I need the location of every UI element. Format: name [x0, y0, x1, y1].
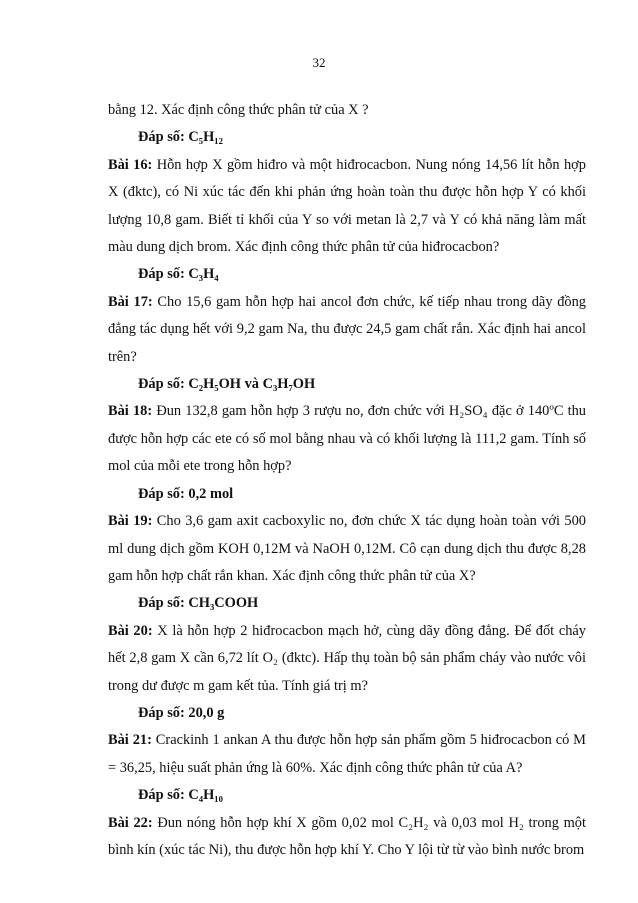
problem-label: Bài 22:	[108, 814, 153, 831]
page-content	[108, 97, 586, 864]
problem-text: Crackinh 1 ankan A thu được hỗn hợp sản phẩm gồm 5 hiđrocacbon có M = 36,25, hiệu suất phản ứng là 60%. Xác định công thức phân tử của A?	[108, 732, 586, 776]
problem-22	[108, 810, 586, 865]
page-number: 32	[312, 55, 326, 70]
problem-21	[108, 727, 586, 782]
problem-label: Bài 21:	[108, 732, 152, 749]
problem-answer	[108, 371, 586, 398]
answer-value: C₅H₁₂	[188, 129, 223, 146]
answer-label: Đáp số:	[138, 266, 189, 283]
answer-label: Đáp số:	[138, 787, 189, 804]
answer-label: Đáp số:	[138, 595, 189, 612]
problem-19	[108, 508, 586, 590]
problem-17	[108, 289, 586, 371]
answer-label: Đáp số:	[138, 704, 189, 721]
problem-label: Bài 16:	[108, 156, 153, 173]
problem-list	[108, 152, 586, 865]
answer-value: 0,2 mol	[188, 485, 234, 502]
answer-value: 20,0 g	[188, 704, 225, 721]
problem-answer	[108, 261, 586, 288]
intro-answer	[108, 124, 586, 151]
problem-text: Hỗn hợp X gồm hiđro và một hiđrocacbon. Nung nóng 14,56 lít hỗn hợp X (đktc), có Ni xúc tác đến khi phản ứng hoàn toàn thu được hỗn hợp Y có khối lượng 10,8 gam. Biết tỉ khối của Y so với metan là 2,7 và Y có khả năng làm mất màu dung dịch brom. Xác định công thức phân tử của hiđrocacbon?	[108, 156, 586, 256]
problem-label: Bài 18:	[108, 403, 153, 420]
problem-text: Đun 132,8 gam hỗn hợp 3 rượu no, đơn chức với H₂SO₄ đặc ở 140ºC thu được hỗn hợp các ete có số mol bằng nhau và có khối lượng là 111,2 gam. Tính số mol của mỗi ete trong hỗn hợp?	[108, 403, 586, 475]
answer-label: Đáp số:	[138, 376, 189, 393]
problem-18	[108, 398, 586, 480]
answer-label: Đáp số:	[138, 485, 189, 502]
intro-text: bằng 12. Xác định công thức phân tử của X ?	[108, 102, 369, 118]
problem-label: Bài 20:	[108, 622, 153, 639]
answer-label: Đáp số:	[138, 129, 189, 146]
answer-value: CH₃COOH	[188, 595, 259, 612]
problem-text: Cho 3,6 gam axit cacboxylic no, đơn chức X tác dụng hoàn toàn với 500 ml dung dịch gồm KOH 0,12M và NaOH 0,12M. Cô cạn dung dịch thu được 8,28 gam hỗn hợp chất rắn khan. Xác định công thức phân tử của X?	[108, 513, 586, 584]
problem-answer	[108, 481, 586, 508]
problem-text: Cho 15,6 gam hỗn hợp hai ancol đơn chức, kế tiếp nhau trong dãy đồng đẳng tác dụng hết với 9,2 gam Na, thu được 24,5 gam chất rắn. Xác định hai ancol trên?	[108, 293, 586, 365]
problem-label: Bài 19:	[108, 513, 153, 530]
problem-16	[108, 152, 586, 262]
problem-answer	[108, 782, 586, 809]
problem-answer	[108, 590, 586, 617]
problem-20	[108, 618, 586, 700]
problem-text: Đun nóng hỗn hợp khí X gồm 0,02 mol C₂H₂ và 0,03 mol H₂ trong một bình kín (xúc tác Ni), thu được hỗn hợp khí Y. Cho Y lội từ từ vào bình nước brom	[108, 814, 586, 858]
intro-line	[108, 97, 586, 124]
problem-text: X là hỗn hợp 2 hiđrocacbon mạch hở, cùng dãy đồng đẳng. Để đốt cháy hết 2,8 gam X cần 6,72 lít O₂ (đktc). Hấp thụ toàn bộ sản phẩm cháy vào nước vôi trong dư được m gam kết tủa. Tính giá trị m?	[108, 622, 586, 694]
problem-answer	[108, 700, 586, 727]
answer-value: C₃H₄	[188, 266, 219, 283]
problem-label: Bài 17:	[108, 293, 153, 310]
answer-value: C₂H₅OH và C₃H₇OH	[188, 376, 316, 393]
answer-value: C₄H₁₀	[188, 787, 223, 804]
